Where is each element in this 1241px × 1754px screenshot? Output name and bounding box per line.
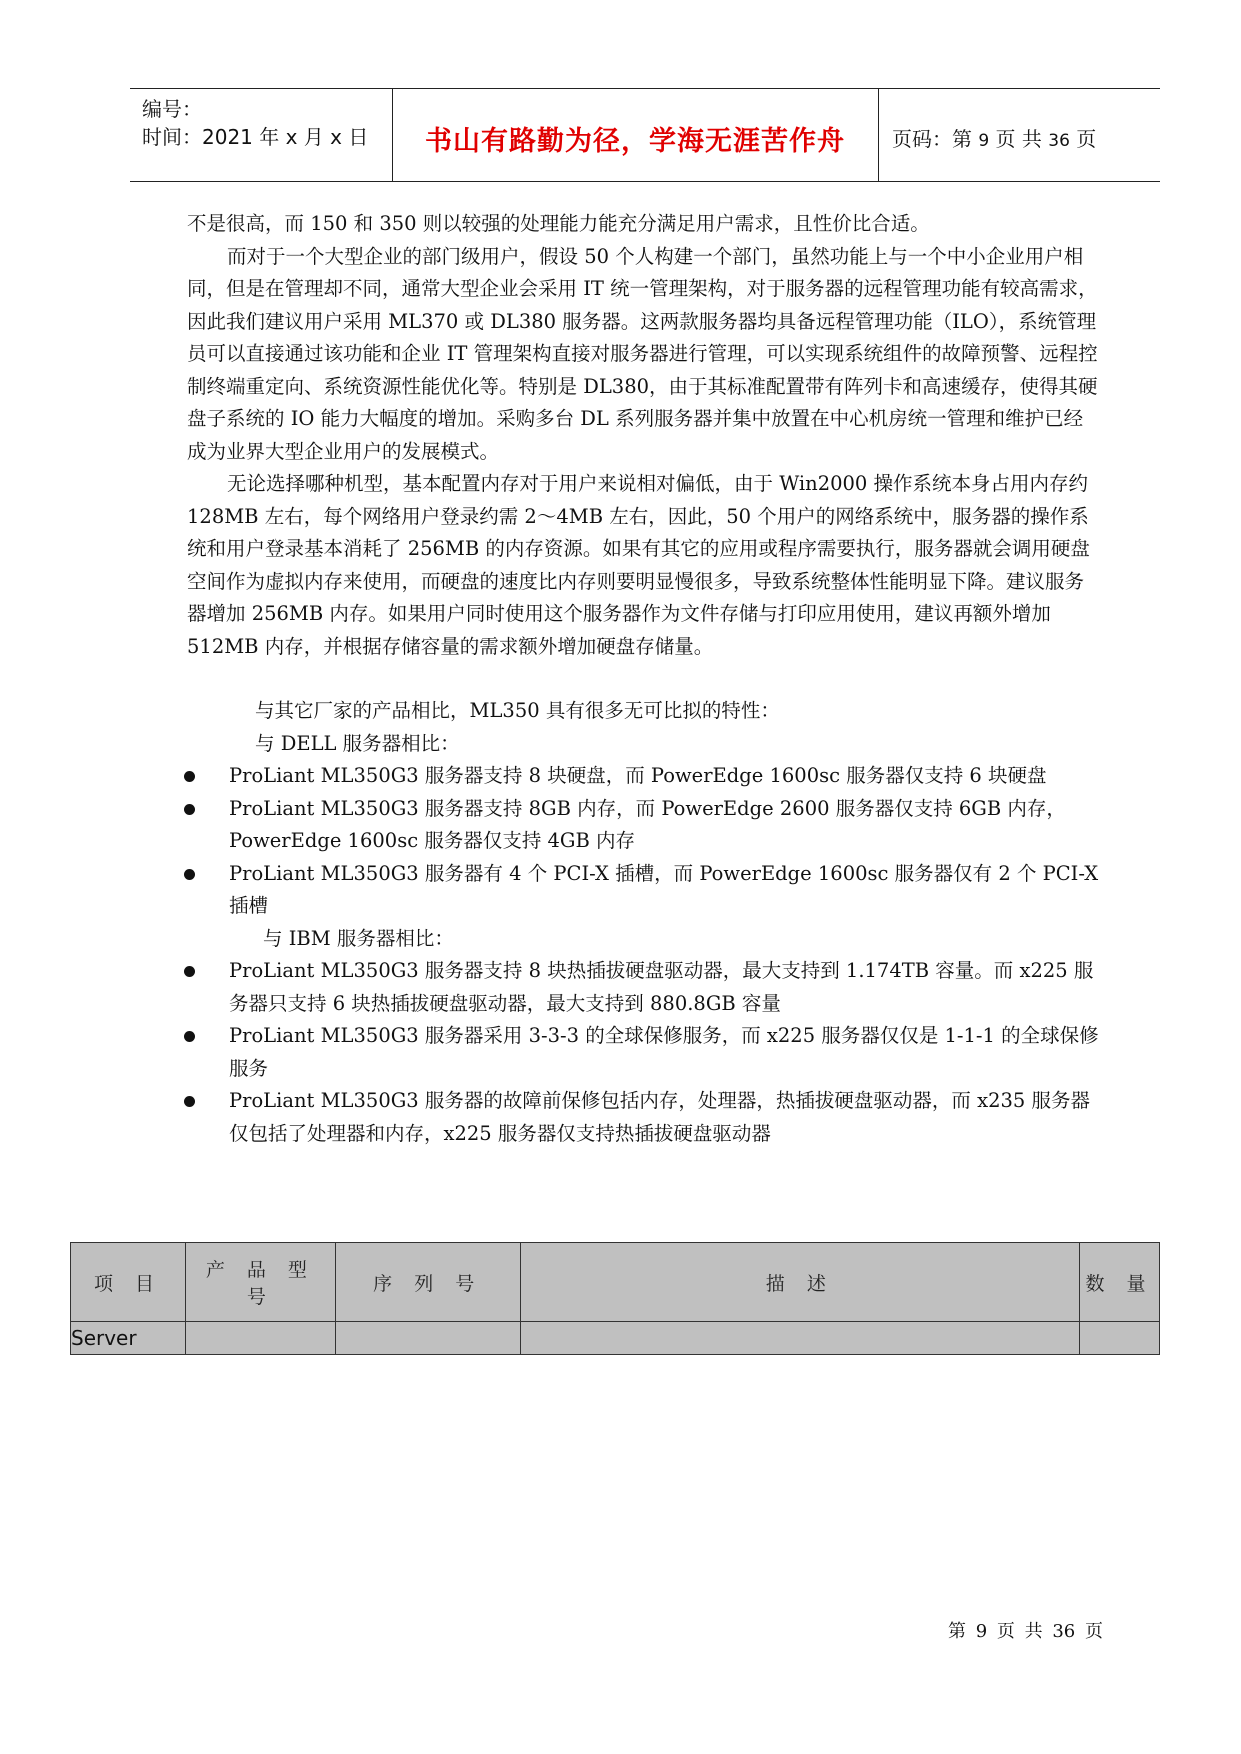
table-cell <box>335 1322 520 1355</box>
list-item: ProLiant ML350G3 服务器的故障前保修包括内存，处理器，热插拔硬盘驱动器，而 x235 服务器仅包括了处理器和内存，x225 服务器仅支持热插拔硬盘驱动器 <box>187 1085 1102 1150</box>
header-page-cell <box>878 89 1160 181</box>
table-cell <box>520 1322 1079 1355</box>
page-mid: 页 共 <box>995 127 1042 151</box>
list-item: ProLiant ML350G3 服务器有 4 个 PCI-X 插槽，而 PowerEdge 1600sc 服务器仅有 2 个 PCI-X 插槽 <box>187 858 1102 923</box>
page-total: 36 <box>1048 131 1070 151</box>
time-label: 时间：2021 年 x 月 x 日 <box>142 125 369 149</box>
dell-heading: 与 DELL 服务器相比： <box>255 731 460 755</box>
product-table <box>70 1242 1160 1355</box>
col-header-item: 项 目 <box>71 1243 186 1322</box>
list-item: ProLiant ML350G3 服务器支持 8 块硬盘，而 PowerEdge 1600sc 服务器仅支持 6 块硬盘 <box>187 760 1102 793</box>
spacer <box>187 663 1102 695</box>
page-header <box>130 88 1160 182</box>
paragraph-2: 而对于一个大型企业的部门级用户，假设 50 个人构建一个部门，虽然功能上与一个中小企业用户相同，但是在管理却不同，通常大型企业会采用 IT 统一管理架构，对于服务器的远程管理功能有较高需求，因此我们建议用户采用 ML370 或 DL380 服务器。这两款服务器均具备远程管理功能（ILO），系统管理员可以直接通过该功能和企业 IT 管理架构直接对服务器进行管理，可以实现系统组件的故障预警、远程控制终端重定向、系统资源性能优化等。特别是 DL380，由于其标准配置带有阵列卡和高速缓存，使得其硬盘子系统的 IO 能力大幅度的增加。采购多台 DL 系列服务器并集中放置在中心机房统一管理和维护已经成为业界大型企业用户的发展模式。 <box>187 244 1098 463</box>
table-cell <box>185 1322 335 1355</box>
dell-comparison-list <box>187 760 1102 923</box>
page-prefix: 页码：第 <box>892 127 972 151</box>
ibm-comparison-list <box>187 955 1102 1150</box>
page-footer: 第 9 页 共 36 页 <box>948 1621 1103 1642</box>
number-label: 编号： <box>142 97 202 121</box>
list-item: ProLiant ML350G3 服务器支持 8 块热插拔硬盘驱动器，最大支持到 1.174TB 容量。而 x225 服务器只支持 6 块热插拔硬盘驱动器，最大支持到 880.8GB 容量 <box>187 955 1102 1020</box>
table-cell <box>1080 1322 1160 1355</box>
motto-text: 书山有路勤为径，学海无涯苦作舟 <box>425 126 845 157</box>
table-header-row <box>71 1243 1160 1322</box>
compare-intro: 与其它厂家的产品相比，ML350 具有很多无可比拟的特性： <box>255 699 780 722</box>
col-header-model: 产 品 型 号 <box>185 1243 335 1322</box>
col-header-description: 描 述 <box>520 1243 1079 1322</box>
paragraph-1: 不是很高，而 150 和 350 则以较强的处理能力能充分满足用户需求，且性价比合适。 <box>187 212 930 235</box>
page-suffix: 页 <box>1076 127 1097 151</box>
table-row <box>71 1322 1160 1355</box>
table-cell: Server <box>71 1322 186 1355</box>
ibm-heading: 与 IBM 服务器相比： <box>263 926 454 950</box>
header-page-number <box>892 123 1096 152</box>
col-header-quantity: 数 量 <box>1080 1243 1160 1322</box>
list-item: ProLiant ML350G3 服务器采用 3-3-3 的全球保修服务，而 x225 服务器仅仅是 1-1-1 的全球保修服务 <box>187 1020 1102 1085</box>
col-header-serial: 序 列 号 <box>335 1243 520 1322</box>
page-current: 9 <box>978 131 990 151</box>
document-body <box>187 208 1102 1150</box>
paragraph-3: 无论选择哪种机型，基本配置内存对于用户来说相对偏低，由于 Win2000 操作系统本身占用内存约 128MB 左右，每个网络用户登录约需 2～4MB 左右，因此，50 个用户的网络系统中，服务器的操作系统和用户登录基本消耗了 256MB 的内存资源。如果有其它的应用或程序需要执行，服务器就会调用硬盘空间作为虚拟内存来使用，而硬盘的速度比内存则要明显慢很多，导致系统整体性能明显下降。建议服务器增加 256MB 内存。如果用户同时使用这个服务器作为文件存储与打印应用使用，建议再额外增加 512MB 内存，并根据存储容量的需求额外增加硬盘存储量。 <box>187 472 1090 658</box>
header-meta <box>130 89 393 181</box>
header-motto-cell <box>392 89 879 181</box>
list-item: ProLiant ML350G3 服务器支持 8GB 内存，而 PowerEdge 2600 服务器仅支持 6GB 内存，PowerEdge 1600sc 服务器仅支持 4GB 内存 <box>187 793 1102 858</box>
